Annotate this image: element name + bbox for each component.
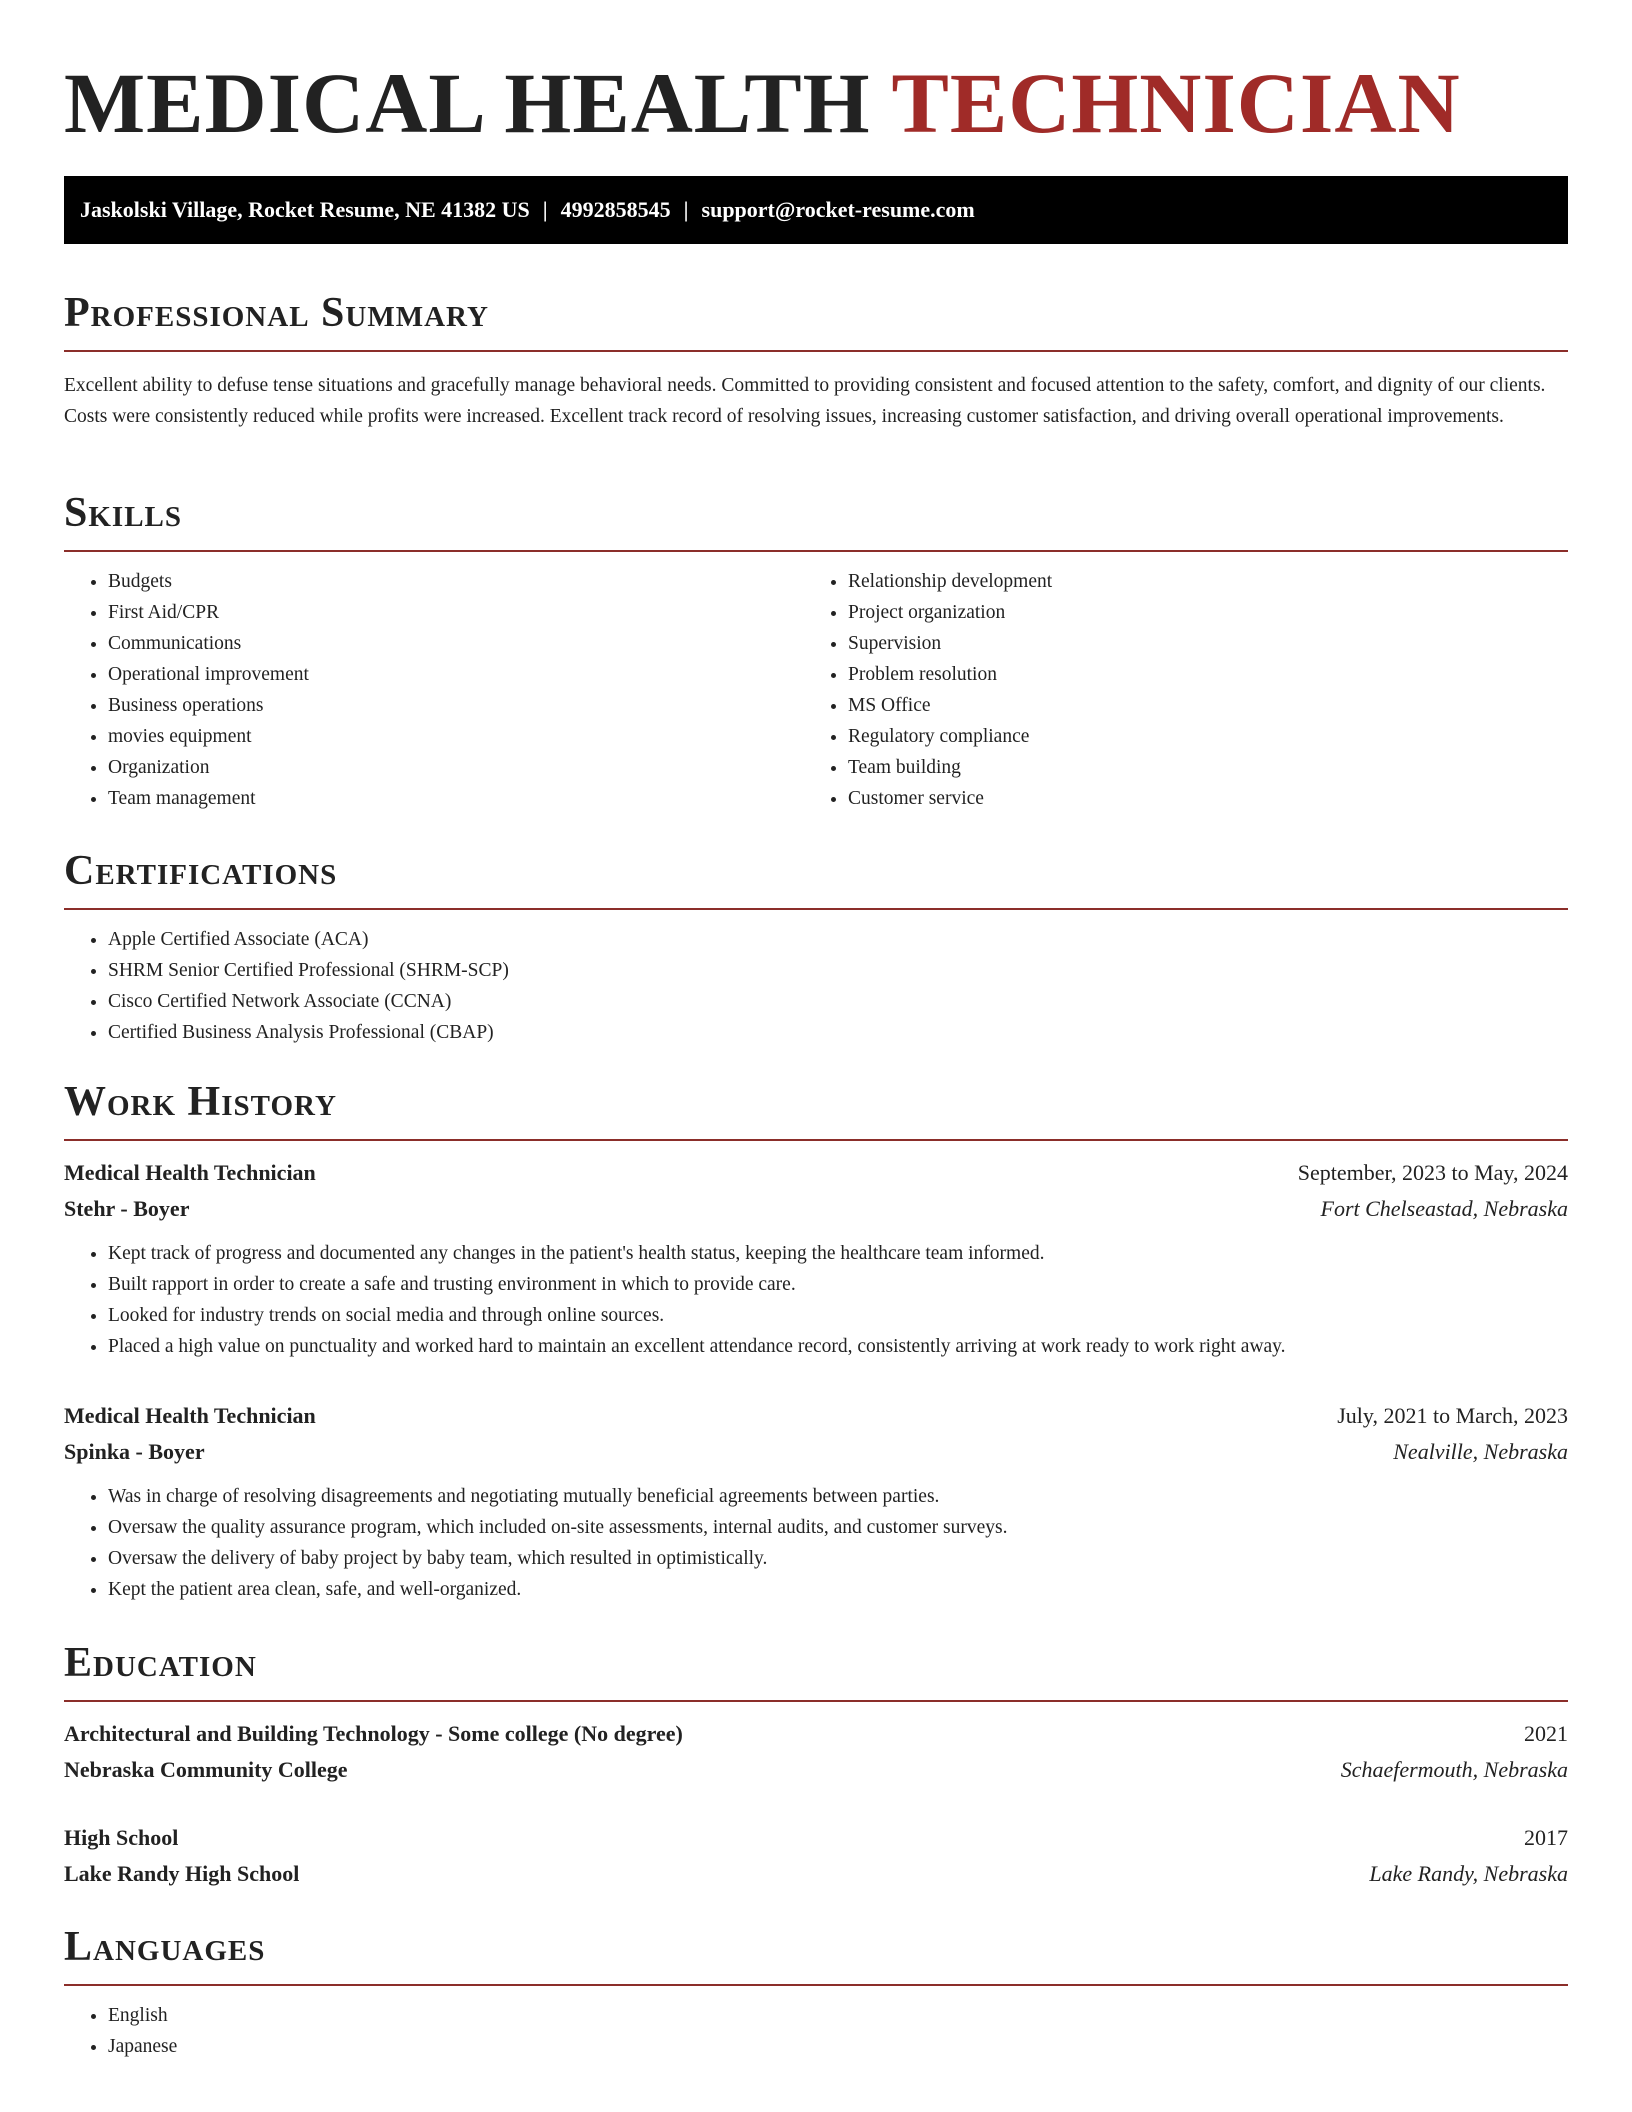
language-item: • Japanese [108,2031,708,2062]
education-heading: Education [64,1638,1568,1702]
skill-item: • Team management [108,783,748,814]
job-bullet: • Kept the patient area clean, safe, and well-organized. [108,1574,1568,1605]
job-bullets [64,1238,1568,1362]
skill-item: • Communications [108,628,748,659]
education-location: Lake Randy, Nebraska [1369,1861,1568,1886]
certification-item: • Certified Business Analysis Professional (CBAP) [108,1017,1508,1048]
job-bullet: • Oversaw the delivery of baby project by baby team, which resulted in optimistically. [108,1543,1568,1574]
education-year: 2017 [1524,1825,1568,1850]
job-title-row [64,1398,1568,1434]
skills-heading: Skills [64,488,1568,552]
skill-item: • Regulatory compliance [848,721,1548,752]
job-company: Stehr - Boyer [64,1196,190,1221]
skill-item: • Relationship development [848,566,1548,597]
education-school-row [64,1752,1568,1788]
contact-phone[interactable]: 4992858545 [560,197,671,222]
certifications-heading: Certifications [64,846,1568,910]
education-year: 2021 [1524,1721,1568,1746]
job-company-row [64,1434,1568,1470]
contact-separator: | [683,197,689,222]
contact-address: Jaskolski Village, Rocket Resume, NE 41382 US [80,197,530,222]
job-location: Nealville, Nebraska [1393,1439,1568,1464]
job-bullet: • Was in charge of resolving disagreements and negotiating mutually beneficial agreements between parties. [108,1481,1568,1512]
job-bullet: • Built rapport in order to create a safe and trusting environment in which to provide care. [108,1269,1568,1300]
contact-email[interactable]: support@rocket-resume.com [701,197,975,222]
skill-item: • First Aid/CPR [108,597,748,628]
languages-list [64,2000,708,2062]
name-main: MEDICAL HEALTH [64,55,871,151]
job-dates: July, 2021 to March, 2023 [1337,1403,1568,1428]
job-company-row [64,1191,1568,1227]
skill-item: • movies equipment [108,721,748,752]
contact-bar [64,176,1568,244]
job-dates: September, 2023 to May, 2024 [1297,1160,1568,1185]
job-bullet: • Oversaw the quality assurance program, which included on-site assessments, internal audits, and customer surveys. [108,1512,1568,1543]
education-school: Lake Randy High School [64,1861,300,1886]
work-history-heading: Work History [64,1077,1568,1141]
education-degree: Architectural and Building Technology - Some college (No degree) [64,1721,683,1746]
summary-heading: Professional Summary [64,288,1568,352]
skill-item: • Team building [848,752,1548,783]
skill-item: • Business operations [108,690,748,721]
summary-text: Excellent ability to defuse tense situations and gracefully manage behavioral needs. Committed to providing consistent and focused attention to the safety, comfort, and dignity of our clients. Costs were consistently reduced while profits were increased. Excellent track record of resolving issues, increasing customer satisfaction, and driving overall operational improvements. [64,375,1546,427]
job-bullet: • Looked for industry trends on social media and through online sources. [108,1300,1568,1331]
languages-heading: Languages [64,1922,1568,1986]
certification-item: • SHRM Senior Certified Professional (SHRM-SCP) [108,955,1508,986]
education-degree: High School [64,1825,179,1850]
skill-item: • Supervision [848,628,1548,659]
skill-item: • Problem resolution [848,659,1548,690]
job-bullet: • Kept track of progress and documented any changes in the patient's health status, keeping the healthcare team informed. [108,1238,1568,1269]
job-location: Fort Chelseastad, Nebraska [1320,1196,1568,1221]
certifications-list [64,924,1508,1048]
job-role: Medical Health Technician [64,1160,316,1185]
education-location: Schaefermouth, Nebraska [1340,1757,1568,1782]
language-item: • English [108,2000,708,2031]
job-title-row [64,1155,1568,1191]
education-degree-row [64,1716,1568,1752]
job-role: Medical Health Technician [64,1403,316,1428]
certification-item: • Apple Certified Associate (ACA) [108,924,1508,955]
education-school: Nebraska Community College [64,1757,348,1782]
skill-item: • Budgets [108,566,748,597]
education-school-row [64,1856,1568,1892]
certification-item: • Cisco Certified Network Associate (CCNA) [108,986,1508,1017]
skills-list-left [64,566,748,814]
skill-item: • Customer service [848,783,1548,814]
job-bullets [64,1481,1568,1605]
name-accent: TECHNICIAN [891,55,1461,151]
education-degree-row [64,1820,1568,1856]
skill-item: • Operational improvement [108,659,748,690]
resume-name [64,52,1461,154]
contact-separator: | [542,197,548,222]
job-bullet: • Placed a high value on punctuality and worked hard to maintain an excellent attendance record, consistently arriving at work ready to work right away. [108,1331,1568,1362]
skill-item: • Organization [108,752,748,783]
job-company: Spinka - Boyer [64,1439,205,1464]
skill-item: • MS Office [848,690,1548,721]
skill-item: • Project organization [848,597,1548,628]
skills-list-right [804,566,1548,814]
